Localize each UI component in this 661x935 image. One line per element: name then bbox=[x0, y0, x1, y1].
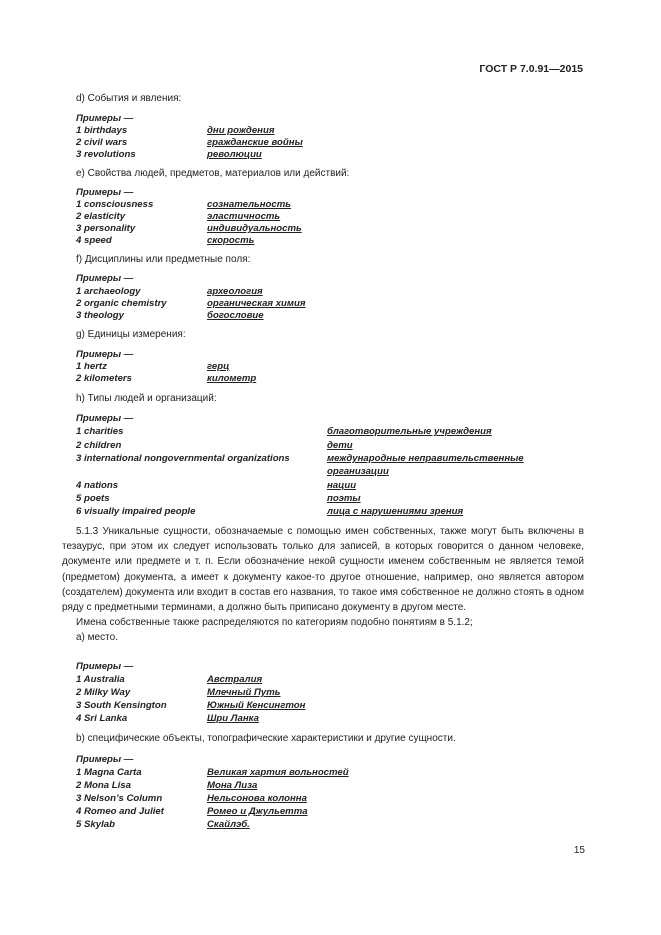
term-ru: дни рождения bbox=[207, 125, 275, 136]
term-ru: международные неправительственные bbox=[327, 453, 524, 464]
examples-label: Примеры — bbox=[76, 349, 134, 360]
term-en: 1 archaeology bbox=[76, 286, 141, 297]
term-ru: Шри Ланка bbox=[207, 713, 259, 724]
examples-label: Примеры — bbox=[76, 661, 134, 672]
term-en: 3 international nongovernmental organizations bbox=[76, 453, 290, 464]
term-en: 1 Australia bbox=[76, 674, 125, 685]
term-ru: Скайлэб. bbox=[207, 819, 250, 830]
term-ru: нации bbox=[327, 480, 357, 491]
paragraph-place: a) место. bbox=[76, 632, 118, 644]
term-ru: лица с нарушениями зрения bbox=[327, 506, 464, 517]
term-ru: эластичность bbox=[207, 211, 281, 222]
term-ru: дети bbox=[327, 440, 353, 451]
term-en: 3 Nelson’s Column bbox=[76, 793, 163, 804]
term-en: 3 theology bbox=[76, 310, 124, 321]
section-title-d: d) События и явления: bbox=[76, 93, 182, 104]
term-ru: индивидуальность bbox=[207, 223, 302, 234]
examples-label: Примеры — bbox=[76, 113, 134, 124]
term-en: 1 consciousness bbox=[76, 199, 154, 210]
term-ru: Мона Лиза bbox=[207, 780, 258, 791]
term-ru: археология bbox=[207, 286, 263, 297]
document-id: ГОСТ Р 7.0.91—2015 bbox=[479, 63, 583, 75]
term-ru: Млечный Путь bbox=[207, 687, 281, 698]
section-title-e: e) Свойства людей, предметов, материалов или действий: bbox=[76, 168, 350, 179]
term-en: 1 birthdays bbox=[76, 125, 128, 136]
term-en: 2 Mona Lisa bbox=[76, 780, 131, 791]
examples-label: Примеры — bbox=[76, 273, 134, 284]
term-ru: Нельсонова колонна bbox=[207, 793, 307, 804]
examples-label: Примеры — bbox=[76, 754, 134, 765]
term-ru: революции bbox=[207, 149, 262, 160]
term-en: 4 nations bbox=[76, 480, 119, 491]
term-en: 1 Magna Carta bbox=[76, 767, 142, 778]
term-en: 5 Skylab bbox=[76, 819, 115, 830]
term-ru: богословие bbox=[207, 310, 264, 321]
section-title-h: h) Типы людей и организаций: bbox=[76, 393, 217, 404]
term-ru: Южный Кенсингтон bbox=[207, 700, 306, 711]
term-en: 6 visually impaired people bbox=[76, 506, 196, 517]
term-ru: километр bbox=[207, 373, 257, 384]
term-en: 4 Sri Lanka bbox=[76, 713, 128, 724]
term-en: 3 South Kensington bbox=[76, 700, 167, 711]
term-ru: поэты bbox=[327, 493, 361, 504]
term-en: 4 Romeo and Juliet bbox=[76, 806, 164, 817]
term-en: 1 hertz bbox=[76, 361, 107, 372]
term-ru: Великая хартия вольностей bbox=[207, 767, 349, 778]
section-title-f: f) Дисциплины или предметные поля: bbox=[76, 254, 251, 265]
section-title-b: b) специфические объекты, топографические характеристики и другие сущности. bbox=[76, 733, 456, 744]
term-ru: органическая химия bbox=[207, 298, 306, 309]
term-ru: Ромео и Джульетта bbox=[207, 806, 308, 817]
paragraph-categories: Имена собственные также распределяются по категориям подобно понятиям в 5.1.2; bbox=[76, 617, 473, 629]
term-en: 5 poets bbox=[76, 493, 110, 504]
term-en: 2 organic chemistry bbox=[76, 298, 167, 309]
term-ru-continued: организации bbox=[327, 466, 389, 477]
section-title-g: g) Единицы измерения: bbox=[76, 329, 186, 340]
term-en: 2 elasticity bbox=[76, 211, 126, 222]
term-en: 4 speed bbox=[76, 235, 112, 246]
term-ru: герц bbox=[207, 361, 230, 372]
page-number: 15 bbox=[573, 845, 585, 856]
term-ru: благотворительные учреждения bbox=[327, 426, 492, 437]
term-en: 2 kilometers bbox=[76, 373, 132, 384]
term-ru: сознательность bbox=[207, 199, 291, 210]
term-ru: скорость bbox=[207, 235, 255, 246]
examples-label: Примеры — bbox=[76, 187, 134, 198]
term-en: 2 children bbox=[76, 440, 122, 451]
term-en: 2 Milky Way bbox=[76, 687, 131, 698]
term-en: 2 civil wars bbox=[76, 137, 128, 148]
term-ru: гражданские войны bbox=[207, 137, 303, 148]
examples-label: Примеры — bbox=[76, 413, 134, 424]
body-text bbox=[62, 524, 584, 646]
term-ru: Австралия bbox=[207, 674, 263, 685]
term-en: 3 personality bbox=[76, 223, 136, 234]
term-en: 1 charities bbox=[76, 426, 124, 437]
term-en: 3 revolutions bbox=[76, 149, 136, 160]
paragraph-5-1-3: 5.1.3 Уникальные сущности, обозначаемые с помощью имен собственных, также могут быть включены в тезаурус, при этом их следует использовать только для записей, в которых говорится о данном человеке, документе или предмете и т. п. Если обозначение некой сущности именем собственным не является темой (предметом) документа, а имеет к документу какое-то другое отношение, например, оно является автором (создателем) документа или входит в состав его названия, то такое имя собственное не должно стоять в одном ряду с предметными терминами, а должно быть приписано документу в другом месте. bbox=[62, 526, 584, 614]
